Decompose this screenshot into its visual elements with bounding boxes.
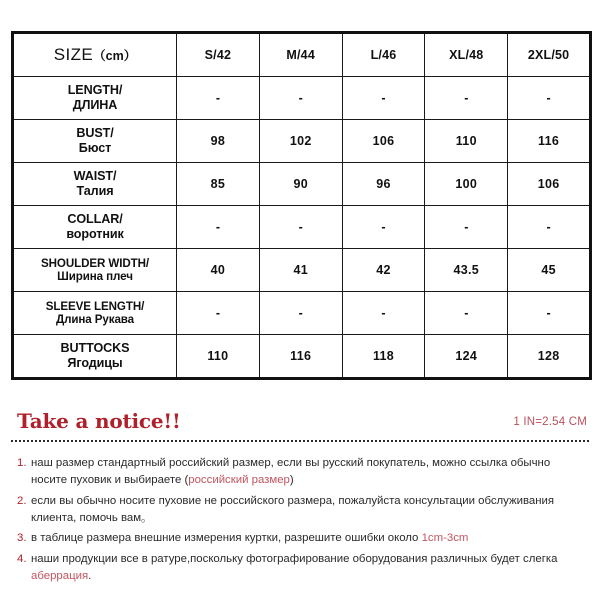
cell-length-s: - (177, 77, 260, 120)
row-label-sleeve-length (13, 292, 177, 335)
cell-buttocks-l: 118 (342, 335, 425, 379)
header-cell-size (13, 33, 177, 77)
row-label-ru: Длина Рукава (55, 313, 135, 326)
notice-text: наши продукции все в ратуре,поскольку фотографирование оборудования различных будет слегка (31, 552, 558, 565)
header-cell-l: L/46 (342, 33, 425, 77)
notice-item-4 (17, 551, 587, 586)
cell-length-2xl: - (508, 77, 591, 120)
row-label-en: SHOULDER WIDTH/ (41, 256, 149, 270)
row-label-waist (13, 163, 177, 206)
notice-text-highlight: российский размер (188, 474, 290, 487)
table-row (13, 249, 591, 292)
row-label-collar (13, 206, 177, 249)
cell-shoulder-l: 42 (342, 249, 425, 292)
notice-number: 4. (17, 552, 27, 565)
row-label-shoulder-width (13, 249, 177, 292)
row-label-ru: Талия (76, 184, 114, 198)
header-size-label: SIZE (53, 45, 94, 65)
cell-bust-l: 106 (342, 120, 425, 163)
cell-length-l: - (342, 77, 425, 120)
notice-list (17, 455, 587, 588)
notice-text-tail: ) (289, 474, 294, 487)
unit-conversion-note: 1 IN=2.54 CM (513, 416, 587, 428)
cell-waist-xl: 100 (425, 163, 508, 206)
row-label-ru: Ширина плеч (57, 270, 133, 283)
size-table-body (13, 33, 591, 379)
cell-waist-2xl: 106 (508, 163, 591, 206)
cell-bust-xl: 110 (425, 120, 508, 163)
notice-text: наш размер стандартный российский размер, если вы русский покупатель, можно ссылка обычно носите пуховик и выбираете ( (31, 457, 551, 487)
row-label-buttocks (13, 335, 177, 379)
cell-collar-m: - (259, 206, 342, 249)
row-label-en: COLLAR/ (67, 212, 123, 227)
table-row (13, 120, 591, 163)
notice-text-tail: . (88, 569, 92, 582)
notice-text-highlight: 1cm-3cm (421, 532, 469, 545)
row-label-en: LENGTH/ (67, 83, 123, 98)
cell-sleeve-l: - (342, 292, 425, 335)
cell-buttocks-m: 116 (259, 335, 342, 379)
notice-item-3 (17, 530, 587, 547)
notice-text-highlight: аберрация (31, 569, 89, 582)
row-label-en: BUST/ (76, 126, 114, 141)
row-label-en: BUTTOCKS (60, 341, 130, 356)
header-cell-s: S/42 (177, 33, 260, 77)
header-cell-xl: XL/48 (425, 33, 508, 77)
notice-item-2 (17, 493, 587, 528)
notice-number: 2. (17, 494, 27, 507)
header-cell-2xl: 2XL/50 (508, 33, 591, 77)
row-label-ru: воротник (66, 227, 124, 241)
row-label-ru: ДЛИНА (72, 98, 118, 112)
notice-heading: Take a notice!! (17, 409, 181, 433)
dotted-divider (11, 440, 589, 442)
cell-sleeve-m: - (259, 292, 342, 335)
notice-text: в таблице размера внешние измерения куртки, разрешите ошибки около (31, 532, 422, 545)
cell-waist-l: 96 (342, 163, 425, 206)
size-table (11, 31, 592, 380)
cell-collar-l: - (342, 206, 425, 249)
table-row (13, 206, 591, 249)
header-unit-label: （cm） (93, 49, 137, 64)
table-row (13, 163, 591, 206)
cell-sleeve-2xl: - (508, 292, 591, 335)
row-label-ru: Ягодицы (67, 356, 123, 370)
cell-bust-2xl: 116 (508, 120, 591, 163)
notice-number: 3. (17, 532, 27, 545)
cell-buttocks-xl: 124 (425, 335, 508, 379)
notice-text: если вы обычно носите пуховие не российского размера, пожалуйста консультации обслуживания клиента, помочь вам。 (31, 494, 555, 524)
cell-collar-s: - (177, 206, 260, 249)
cell-length-m: - (259, 77, 342, 120)
row-label-bust (13, 120, 177, 163)
cell-bust-s: 98 (177, 120, 260, 163)
cell-shoulder-xl: 43.5 (425, 249, 508, 292)
notice-number: 1. (17, 457, 27, 469)
size-table-container (11, 31, 589, 380)
table-row (13, 335, 591, 379)
table-row (13, 77, 591, 120)
cell-buttocks-s: 110 (177, 335, 260, 379)
header-cell-m: M/44 (259, 33, 342, 77)
cell-waist-s: 85 (177, 163, 260, 206)
cell-collar-xl: - (425, 206, 508, 249)
cell-sleeve-xl: - (425, 292, 508, 335)
notice-item-1 (17, 455, 587, 490)
cell-shoulder-2xl: 45 (508, 249, 591, 292)
row-label-ru: Бюст (78, 141, 112, 155)
cell-bust-m: 102 (259, 120, 342, 163)
table-header-row (13, 33, 591, 77)
cell-length-xl: - (425, 77, 508, 120)
cell-shoulder-m: 41 (259, 249, 342, 292)
row-label-en: WAIST/ (73, 169, 117, 184)
cell-collar-2xl: - (508, 206, 591, 249)
cell-shoulder-s: 40 (177, 249, 260, 292)
cell-buttocks-2xl: 128 (508, 335, 591, 379)
row-label-en: SLEEVE LENGTH/ (45, 299, 145, 313)
cell-waist-m: 90 (259, 163, 342, 206)
table-row (13, 292, 591, 335)
cell-sleeve-s: - (177, 292, 260, 335)
row-label-length (13, 77, 177, 120)
